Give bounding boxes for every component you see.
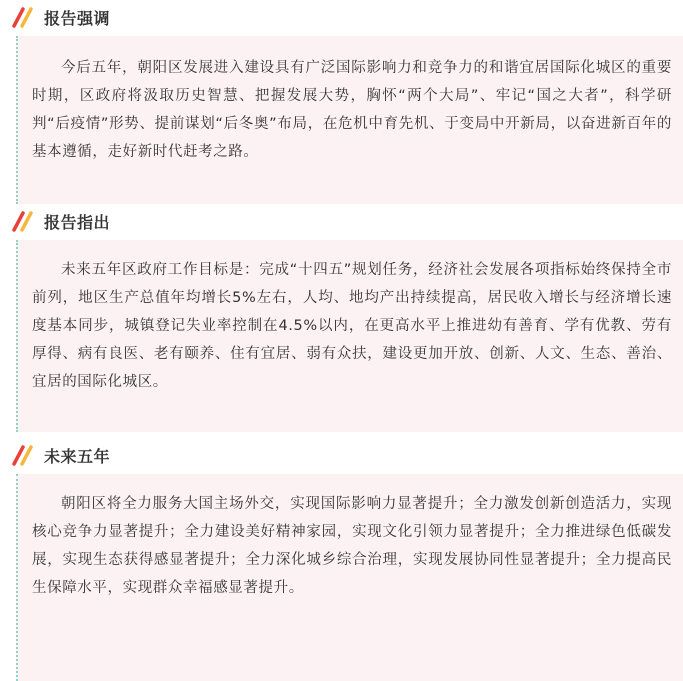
- section-content: [16, 474, 683, 681]
- section-content: [16, 240, 683, 432]
- section-heading: [10, 444, 110, 466]
- section-paragraph: 未来五年区政府工作目标是：完成“十四五”规划任务，经济社会发展各项指标始终保持全市前列，地区生产总值年均增长5%左右，人均、地均产出持续提高，居民收入增长与经济增长速度基本同步，城镇登记失业率控制在4.5%以内，在更高水平上推进幼有善育、学有优教、劳有厚得、病有良医、老有颐养、住有宜居、弱有众扶，建设更加开放、创新、人文、生态、善治、宜居的国际化城区。: [32, 262, 672, 390]
- section-title: 未来五年: [44, 446, 111, 466]
- section-title: 报告强调: [44, 8, 111, 28]
- section-content: [16, 36, 683, 204]
- double-slash-icon: [10, 210, 36, 232]
- section-paragraph: 今后五年，朝阳区发展进入建设具有广泛国际影响力和竞争力的和谐宜居国际化城区的重要时期，区政府将汲取历史智慧、把握发展大势，胸怀“两个大局”、牢记“国之大者”，科学研判“后疫情”形势、提前谋划“后冬奥”布局，在危机中育先机、于变局中开新局，以奋进新百年的基本遵循，走好新时代赶考之路。: [32, 60, 672, 160]
- section-title: 报告指出: [44, 212, 111, 232]
- double-slash-icon: [10, 6, 36, 28]
- section-paragraph: 朝阳区将全力服务大国主场外交，实现国际影响力显著提升；全力激发创新创造活力，实现核心竞争力显著提升；全力建设美好精神家园，实现文化引领力显著提升；全力推进绿色低碳发展，实现生态获得感显著提升；全力深化城乡综合治理，实现发展协同性显著提升；全力提高民生保障水平，实现群众幸福感显著提升。: [32, 496, 672, 596]
- section-heading: [10, 6, 110, 28]
- section-heading: [10, 210, 110, 232]
- double-slash-icon: [10, 444, 36, 466]
